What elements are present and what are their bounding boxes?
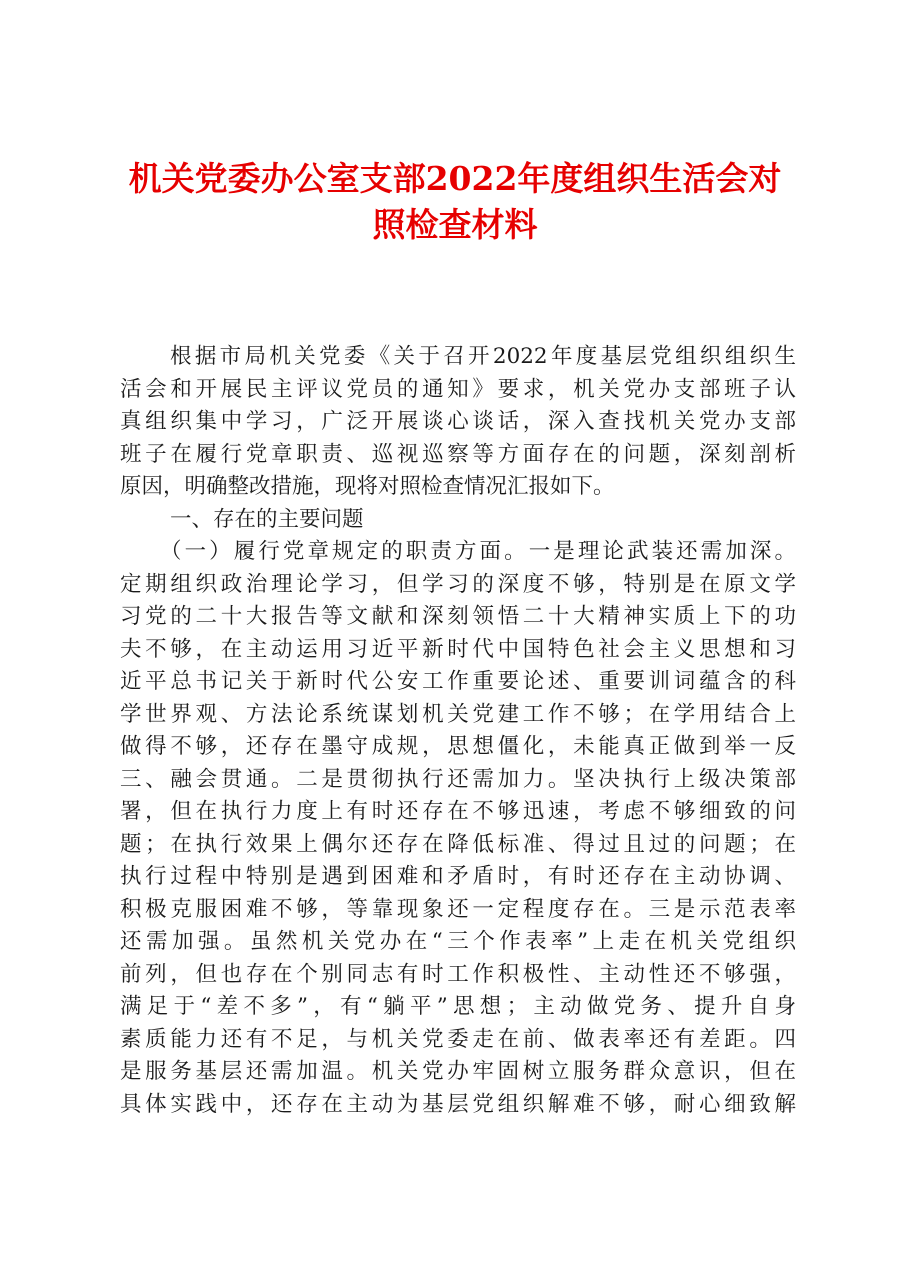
section-line: （一）履行党章规定的职责方面。一是理论武装还需加深。 (160, 539, 796, 564)
section-line: 前列，但也存在个别同志有时工作积极性、主动性还不够强， (120, 961, 796, 987)
section-line: 习党的二十大报告等文献和深刻领悟二十大精神实质上下的功 (120, 604, 796, 629)
document-title-line-2: 照检查材料 (372, 205, 538, 244)
section-line: 三、融会贯通。二是贯彻执行还需加力。坚决执行上级决策部 (120, 766, 796, 792)
intro-line: 活会和开展民主评议党员的通知》要求，机关党办支部班子认 (120, 376, 796, 402)
intro-line: 原因，明确整改措施，现将对照检查情况汇报如下。 (120, 474, 615, 499)
section-line: 执行过程中特别是遇到困难和矛盾时，有时还存在主动协调、 (120, 864, 796, 889)
section-line: 做得不够，还存在墨守成规，思想僵化，未能真正做到举一反 (120, 734, 796, 759)
intro-line: 班子在履行党章职责、巡视巡察等方面存在的问题，深刻剖析 (120, 441, 796, 467)
section-line: 题；在执行效果上偶尔还存在降低标准、得过且过的问题；在 (120, 831, 796, 857)
section-line: 夫不够，在主动运用习近平新时代中国特色社会主义思想和习 (120, 636, 796, 662)
section-line: 满足于“差不多”，有“躺平”思想；主动做党务、提升自身 (120, 994, 796, 1019)
section-line: 积极克服困难不够，等靠现象还一定程度存在。三是示范表率 (120, 896, 796, 922)
section-line: 署，但在执行力度上有时还存在不够迅速，考虑不够细致的问 (120, 799, 796, 824)
section-line: 具体实践中，还存在主动为基层党组织解难不够，耐心细致解 (120, 1091, 796, 1117)
section-line: 定期组织政治理论学习，但学习的深度不够，特别是在原文学 (120, 571, 796, 597)
document-body (120, 341, 796, 1121)
intro-line: 真组织集中学习，广泛开展谈心谈话，深入查找机关党办支部 (120, 409, 796, 434)
document-title-line-1: 机关党委办公室支部2022年度组织生活会对 (128, 159, 782, 198)
section-line: 近平总书记关于新时代公安工作重要论述、重要训词蕴含的科 (120, 669, 796, 694)
intro-line: 根据市局机关党委《关于召开2022年度基层党组织组织生 (170, 344, 796, 369)
section-line: 素质能力还有不足，与机关党委走在前、做表率还有差距。四 (120, 1026, 796, 1052)
section-heading: 一、存在的主要问题 (170, 506, 364, 532)
section-line: 是服务基层还需加温。机关党办牢固树立服务群众意识，但在 (120, 1059, 796, 1084)
section-line: 还需加强。虽然机关党办在“三个作表率”上走在机关党组织 (120, 929, 796, 954)
section-line: 学世界观、方法论系统谋划机关党建工作不够；在学用结合上 (120, 701, 796, 727)
